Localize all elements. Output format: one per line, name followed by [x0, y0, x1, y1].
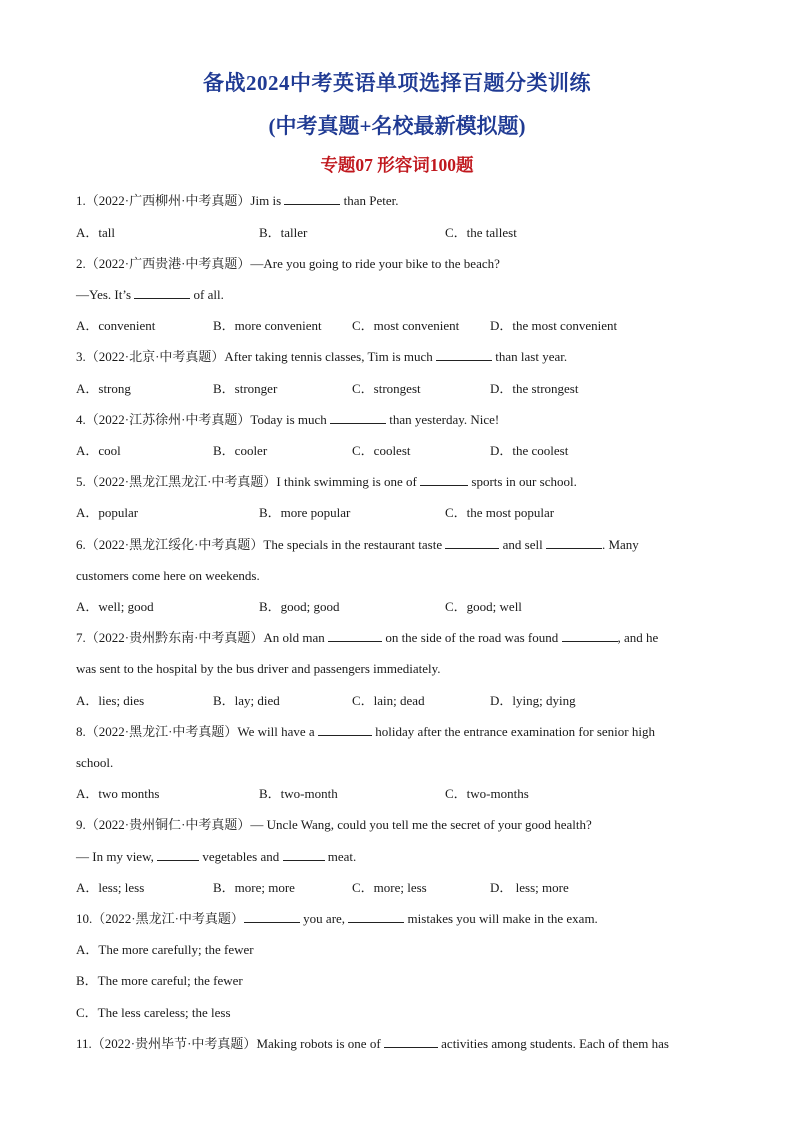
- option-b: B．taller: [259, 225, 308, 240]
- option-a: A．The more carefully; the fewer: [76, 942, 254, 957]
- answer-blank: [546, 537, 602, 549]
- question-2-response: —Yes. It’s of all.: [76, 287, 224, 302]
- answer-blank: [384, 1036, 438, 1048]
- doc-title: 备战2024中考英语单项选择百题分类训练: [203, 71, 591, 95]
- option-b: B．stronger: [213, 381, 278, 396]
- answer-blank: [318, 724, 372, 736]
- question-1: 1.（2022·广西柳州·中考真题）Jim is than Peter.: [76, 193, 399, 208]
- question-8-continued: school.: [76, 755, 114, 770]
- answer-blank: [330, 412, 386, 424]
- answer-blank: [348, 911, 404, 923]
- option-d: D．lying; dying: [490, 693, 576, 708]
- question-10: 10.（2022·黑龙江·中考真题） you are, mistakes you will make in the exam.: [76, 911, 598, 926]
- option-a: A．strong: [76, 381, 131, 396]
- option-d: D．the most convenient: [490, 318, 618, 333]
- option-c: C．the tallest: [445, 225, 517, 240]
- option-c: C．most convenient: [352, 318, 460, 333]
- option-a: A．less; less: [76, 880, 145, 895]
- option-a: A．tall: [76, 225, 115, 240]
- option-c: C．good; well: [445, 599, 522, 614]
- question-6: 6.（2022·黑龙江绥化·中考真题）The specials in the restaurant taste and sell . Many: [76, 537, 639, 552]
- answer-blank: [436, 349, 492, 361]
- answer-blank: [284, 193, 340, 205]
- option-b: B．cooler: [213, 443, 268, 458]
- answer-blank: [328, 630, 382, 642]
- option-c: C．strongest: [352, 381, 421, 396]
- option-c: C．coolest: [352, 443, 411, 458]
- question-7: 7.（2022·贵州黔东南·中考真题）An old man on the side of the road was found , and he: [76, 630, 659, 645]
- option-b: B．good; good: [259, 599, 340, 614]
- option-a: A．cool: [76, 443, 121, 458]
- topic-heading: 专题07 形容词100题: [320, 155, 474, 175]
- question-11: 11.（2022·贵州毕节·中考真题）Making robots is one of activities among students. Each of them has: [76, 1036, 669, 1051]
- option-a: A．lies; dies: [76, 693, 145, 708]
- option-c: C．two-months: [445, 786, 529, 801]
- option-a: A．convenient: [76, 318, 156, 333]
- question-9: 9.（2022·贵州铜仁·中考真题）— Uncle Wang, could you tell me the secret of your good health?: [76, 817, 592, 832]
- answer-blank: [420, 474, 468, 486]
- answer-blank: [283, 849, 325, 861]
- answer-blank: [134, 287, 190, 299]
- question-5: 5.（2022·黑龙江黑龙江·中考真题）I think swimming is one of sports in our school.: [76, 474, 577, 489]
- answer-blank: [562, 630, 618, 642]
- option-b: B．The more careful; the fewer: [76, 973, 243, 988]
- option-d: D． less; more: [490, 880, 569, 895]
- question-9-response: — In my view, vegetables and meat.: [76, 849, 357, 864]
- question-6-continued: customers come here on weekends.: [76, 568, 260, 583]
- option-b: B．two-month: [259, 786, 338, 801]
- option-b: B．lay; died: [213, 693, 280, 708]
- question-2: 2.（2022·广西贵港·中考真题）—Are you going to ride your bike to the beach?: [76, 256, 500, 271]
- option-d: D．the strongest: [490, 381, 579, 396]
- option-a: A．well; good: [76, 599, 154, 614]
- option-b: B．more; more: [213, 880, 295, 895]
- answer-blank: [244, 911, 300, 923]
- answer-blank: [157, 849, 199, 861]
- question-3: 3.（2022·北京·中考真题）After taking tennis classes, Tim is much than last year.: [76, 349, 568, 364]
- option-c: C．the most popular: [445, 505, 555, 520]
- question-source: 1.（2022·广西柳州·中考真题）: [76, 193, 251, 208]
- question-8: 8.（2022·黑龙江·中考真题）We will have a holiday after the entrance examination for senior high: [76, 724, 655, 739]
- option-a: A．two months: [76, 786, 160, 801]
- answer-blank: [445, 537, 499, 549]
- option-c: C．The less careless; the less: [76, 1005, 231, 1020]
- option-b: B．more convenient: [213, 318, 322, 333]
- option-d: D．the coolest: [490, 443, 569, 458]
- question-7-continued: was sent to the hospital by the bus driver and passengers immediately.: [76, 661, 441, 676]
- option-c: C．lain; dead: [352, 693, 425, 708]
- option-b: B．more popular: [259, 505, 351, 520]
- option-c: C．more; less: [352, 880, 427, 895]
- doc-subtitle: (中考真题+名校最新模拟题): [268, 114, 526, 138]
- option-a: A．popular: [76, 505, 139, 520]
- question-4: 4.（2022·江苏徐州·中考真题）Today is much than yesterday. Nice!: [76, 412, 500, 427]
